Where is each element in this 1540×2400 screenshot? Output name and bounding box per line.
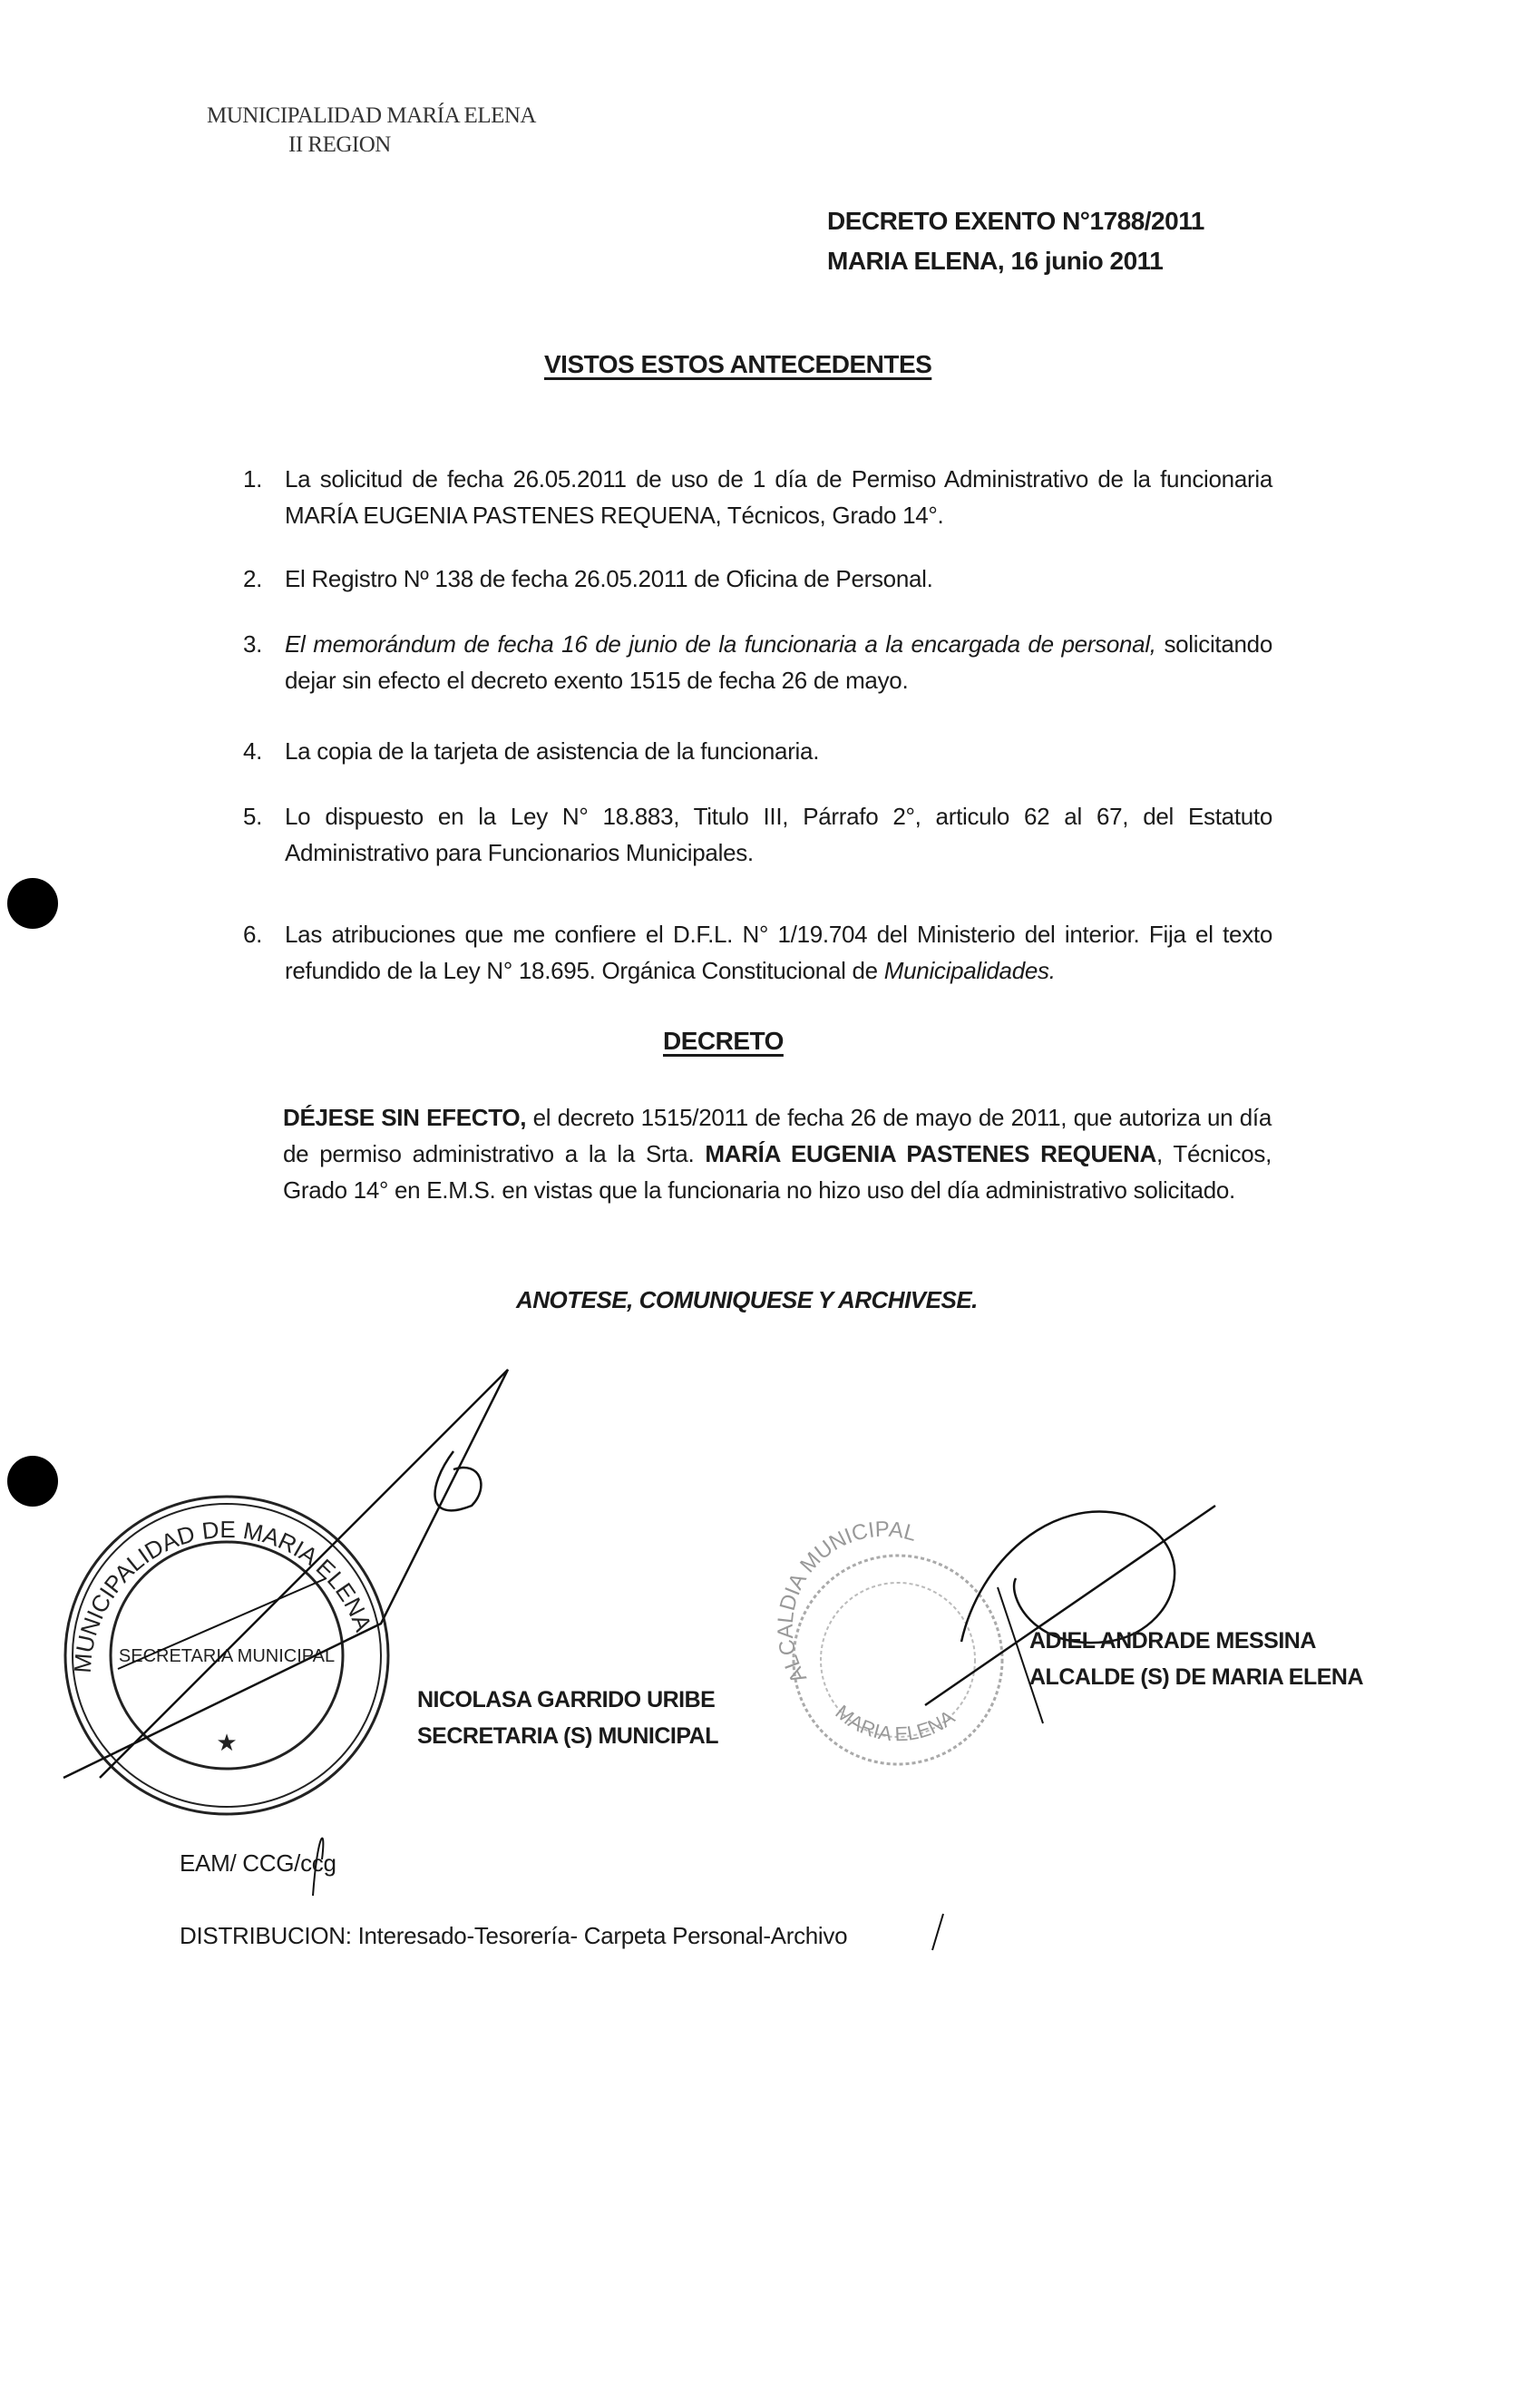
resolution-text: , Técnicos, Grado 14° en E.M.S. en vistas que la funcionaria no hizo uso del día administrativo solicitado. [283,1140,1272,1204]
resolution-lead: DÉJESE SIN EFECTO, [283,1104,527,1131]
decree-heading: DECRETO [663,1027,784,1055]
left-signer-title: SECRETARIA (S) MUNICIPAL [417,1723,718,1749]
region-label: II REGION [288,132,391,157]
right-signer-name: ADIEL ANDRADE MESSINA [1029,1628,1316,1654]
item-number: 6. [243,921,263,948]
seal-ring-text: ALCALDIA MUNICIPAL [773,1517,920,1688]
item-number: 2. [243,565,263,592]
item-text: Las atribuciones que me confiere el D.F.L. N° 1/19.704 del Ministerio del interior. Fija el texto refundido de la Ley N° 18.695. Orgánica Constitucional de [285,921,1272,984]
right-signer-title: ALCALDE (S) DE MARIA ELENA [1029,1664,1364,1690]
left-signer-name: NICOLASA GARRIDO URIBE [417,1687,716,1712]
item-text: solicitando dejar sin efecto el decreto exento 1515 de fecha 26 de mayo. [285,630,1272,694]
item-text: El Registro Nº 138 de fecha 26.05.2011 de Oficina de Personal. [285,565,933,592]
item-number: 5. [243,803,263,830]
seal-bottom-text: MARIA ELENA [831,1700,960,1746]
decree-place-date: MARIA ELENA, 16 junio 2011 [827,247,1164,275]
institution-name: MUNICIPALIDAD MARÍA ELENA [207,103,536,128]
resolution-text: el decreto 1515/2011 de fecha 26 de mayo de 2011, que autoriza un día de permiso administrativo a la la Srta. [283,1104,1272,1167]
item-number: 1. [243,465,263,493]
antecedents-heading: VISTOS ESTOS ANTECEDENTES [544,350,932,378]
item-text: La copia de la tarjeta de asistencia de la funcionaria. [285,737,820,765]
distribution-line: DISTRIBUCION: Interesado-Tesorería- Carpeta Personal-Archivo [180,1922,848,1949]
employee-name: MARÍA EUGENIA PASTENES REQUENA [705,1140,1157,1167]
item-text-italic: Municipalidades. [883,957,1056,984]
item-text: La solicitud de fecha 26.05.2011 de uso de 1 día de Permiso Administrativo de la funcionaria MARÍA EUGENIA PASTENES REQUENA, Técnicos, Grado 14°. [285,465,1272,529]
star-icon: ★ [216,1729,238,1756]
decree-number: DECRETO EXENTO N°1788/2011 [827,207,1204,235]
item-text: Lo dispuesto en la Ley N° 18.883, Titulo III, Párrafo 2°, articulo 62 al 67, del Estatuto Administrativo para Funcionarios Municipales. [285,803,1272,866]
seal-ring-text: MUNICIPALIDAD DE MARIA ELENA [68,1515,377,1674]
item-text-italic: El memorándum de fecha 16 de junio de la funcionaria a la encargada de personal, [285,630,1156,658]
closing-formula: ANOTESE, COMUNIQUESE Y ARCHIVESE. [516,1286,978,1313]
initials: EAM/ CCG/ccg [180,1849,336,1877]
item-number: 4. [243,737,263,765]
item-number: 3. [243,630,263,658]
seal-center-text: SECRETARIA MUNICIPAL [118,1646,336,1666]
